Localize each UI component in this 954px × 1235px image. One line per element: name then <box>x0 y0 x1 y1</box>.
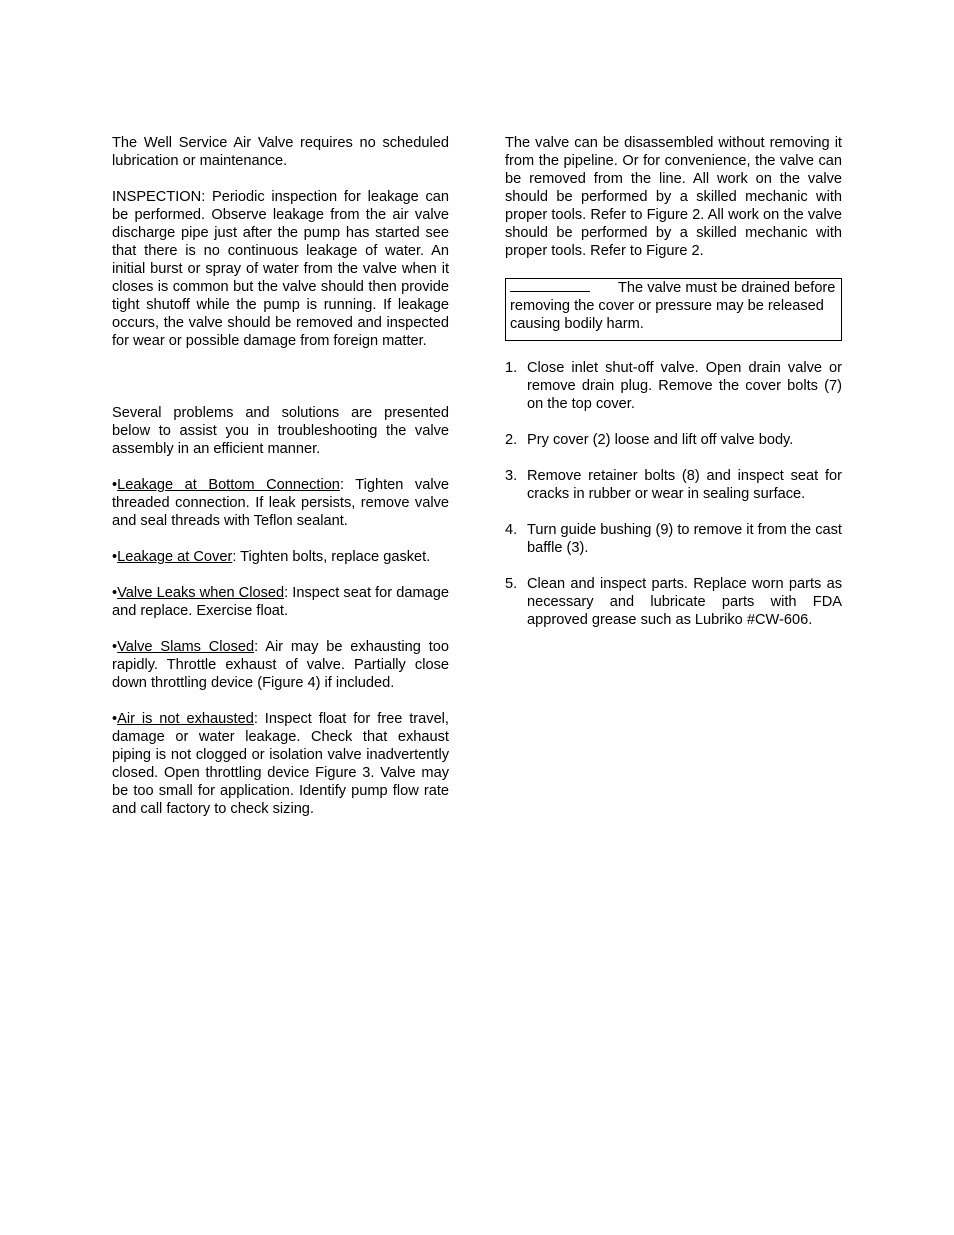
troubleshooting-intro: Several problems and solutions are presented below to assist you in troubleshooting the valve assembly in an efficient manner. <box>112 405 449 457</box>
bullet: • <box>112 549 118 565</box>
step-text: Close inlet shut-off valve. Open drain valve or remove drain plug. Remove the cover bolts (7) on the top cover. <box>527 360 842 412</box>
problem-item <box>112 638 449 692</box>
step-text: Clean and inspect parts. Replace worn parts as necessary and lubricate parts with FDA approved grease such as Lubriko #CW-606. <box>527 576 842 628</box>
problem-item <box>112 476 449 530</box>
inspection-paragraph: INSPECTION: Periodic inspection for leakage can be performed. Observe leakage from the air valve discharge pipe just after the pump has started see that there is no continuous leakage of water. An initial burst or spray of water from the valve when it closes is common but the valve should then provide tight shutoff while the pump is running. If leakage occurs, the valve should be removed and inspected for wear or possible damage from foreign matter. <box>112 189 449 349</box>
step-number: 5. <box>505 576 518 592</box>
step-item <box>505 467 842 503</box>
step-item <box>505 431 842 449</box>
step-number: 3. <box>505 468 518 484</box>
problem-text: : Tighten valve threaded connection. If leak persists, remove valve and seal threads with Teflon sealant. <box>112 477 449 529</box>
bullet: • <box>112 711 118 727</box>
warning-label-blank <box>510 279 590 292</box>
problem-title: Air is not exhausted <box>117 711 254 727</box>
problem-item <box>112 548 449 566</box>
step-text: Turn guide bushing (9) to remove it from the cast baffle (3). <box>527 522 842 556</box>
right-column <box>505 134 842 647</box>
problem-title: Leakage at Bottom Connection <box>117 477 340 493</box>
problem-item <box>112 710 449 818</box>
disassembly-paragraph: The valve can be disassembled without removing it from the pipeline. Or for convenience, the valve can be removed from the line. All work on the valve should be performed by a skilled mechanic with proper tools. Refer to Figure 2. All work on the valve should be performed by a skilled mechanic with proper tools. Refer to Figure 2. <box>505 135 842 259</box>
step-item <box>505 575 842 629</box>
bullet: • <box>112 639 118 655</box>
intro-paragraph: The Well Service Air Valve requires no scheduled lubrication or maintenance. <box>112 135 449 169</box>
problem-text: : Inspect seat for damage and replace. Exercise float. <box>112 585 449 619</box>
section-gap <box>112 368 449 404</box>
step-item <box>505 359 842 413</box>
step-number: 2. <box>505 432 518 448</box>
disassembly-steps <box>505 359 842 629</box>
step-text: Remove retainer bolts (8) and inspect seat for cracks in rubber or wear in sealing surface. <box>527 468 842 502</box>
step-item <box>505 521 842 557</box>
problem-item <box>112 584 449 620</box>
problem-title: Leakage at Cover <box>117 549 233 565</box>
step-text: Pry cover (2) loose and lift off valve body. <box>527 432 794 448</box>
warning-box <box>505 278 842 341</box>
problem-text: : Inspect float for free travel, damage or water leakage. Check that exhaust piping is not clogged or isolation valve inadvertently closed. Open throttling device Figure 3. Valve may be too small for application. Identify pump flow rate and call factory to check sizing. <box>112 711 449 817</box>
problem-title: Valve Slams Closed <box>117 639 255 655</box>
problem-text: : Tighten bolts, replace gasket. <box>232 549 431 565</box>
step-number: 1. <box>505 360 518 376</box>
bullet: • <box>112 585 118 601</box>
bullet: • <box>112 477 118 493</box>
step-number: 4. <box>505 522 518 538</box>
problem-title: Valve Leaks when Closed <box>117 585 285 601</box>
left-column <box>112 134 449 836</box>
warning-text: The valve must be drained before removing the cover or pressure may be released causing bodily harm. <box>510 280 836 332</box>
problem-text: : Air may be exhausting too rapidly. Throttle exhaust of valve. Partially close down throttling device (Figure 4) if included. <box>112 639 449 691</box>
